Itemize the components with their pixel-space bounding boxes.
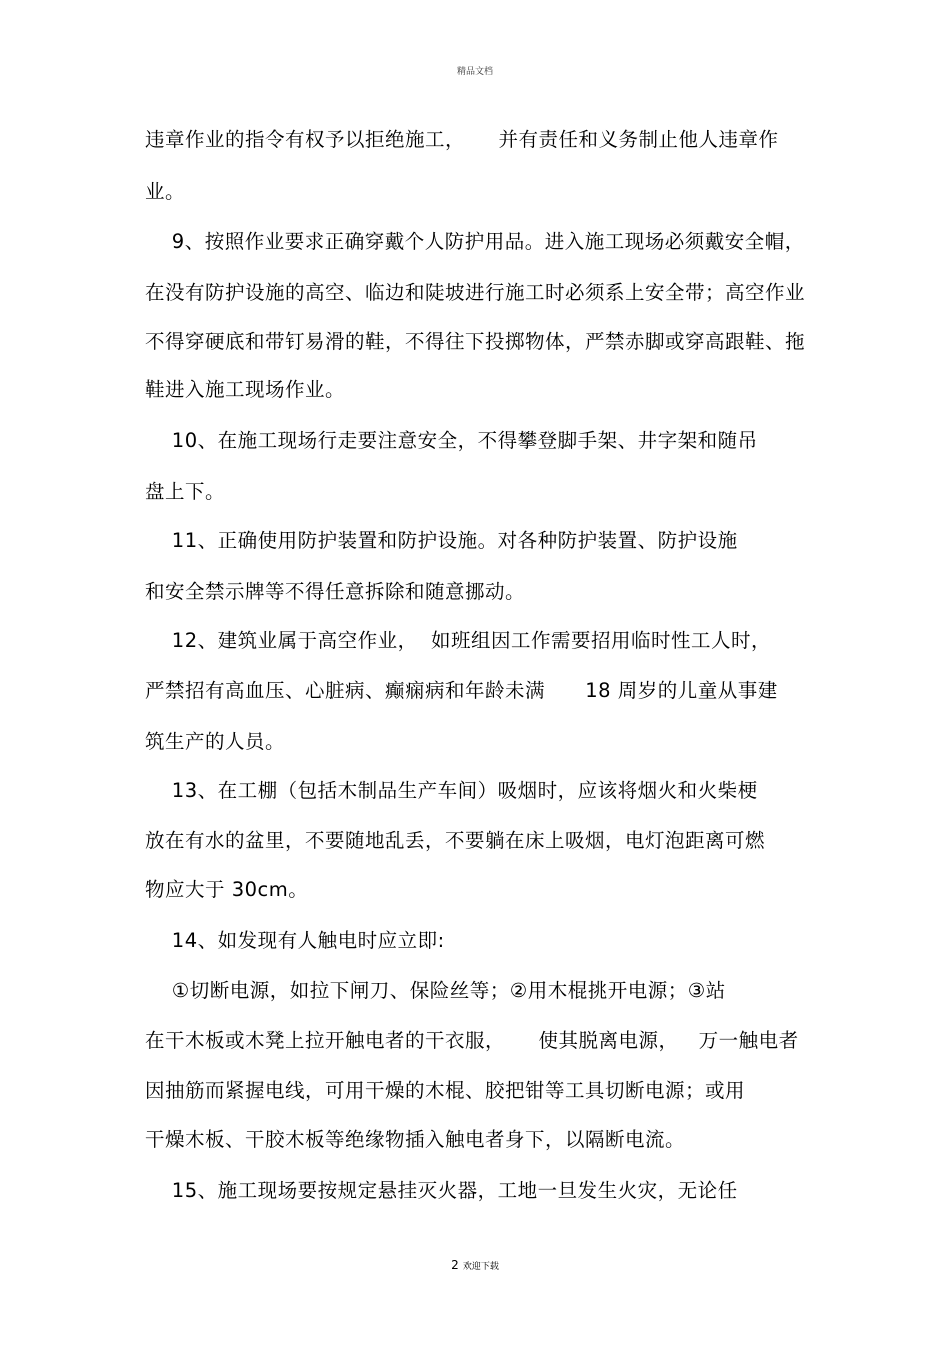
text-line: 14、如发现有人触电时应立即:: [145, 929, 445, 952]
text-line: 因抽筋而紧握电线，可用干燥的木棍、胶把钳等工具切断电源；或用: [145, 1079, 746, 1102]
text-line: 不得穿硬底和带钉易滑的鞋，不得往下投掷物体，严禁赤脚或穿高跟鞋、拖: [145, 330, 806, 353]
text-line: 11、正确使用防护装置和防护设施。对各种防护装置、防护设施: [145, 529, 738, 552]
text-line: 10、在施工现场行走要注意安全，不得攀登脚手架、井字架和随吊: [145, 429, 758, 452]
text-line: 12、建筑业属于高空作业， 如班组因工作需要招用临时性工人时，: [145, 629, 772, 652]
text-line: 鞋进入施工现场作业。: [145, 378, 346, 401]
text-line: 严禁招有高血压、心脏病、癫痫病和年龄未满 18 周岁的儿童从事建: [145, 679, 778, 702]
text-line: 9、按照作业要求正确穿戴个人防护用品。进入施工现场必须戴安全帽，: [145, 230, 805, 253]
text-line: 干燥木板、干胶木板等绝缘物插入触电者身下，以隔断电流。: [145, 1128, 686, 1151]
text-line: 违章作业的指令有权予以拒绝施工， 并有责任和义务制止他人违章作: [145, 128, 779, 151]
text-line: 在干木板或木凳上拉开触电者的干衣服， 使其脱离电源， 万一触电者: [145, 1029, 799, 1052]
footer-text: 欢迎下载: [462, 1262, 499, 1272]
text-line: 13、在工棚（包括木制品生产车间）吸烟时，应该将烟火和火柴梗: [145, 779, 758, 802]
page-header: 精品文档: [456, 67, 493, 77]
text-line: ①切断电源，如拉下闸刀、保险丝等；②用木棍挑开电源；③站: [145, 979, 726, 1002]
page-footer: [0, 1258, 950, 1272]
text-line: 在没有防护设施的高空、临边和陡坡进行施工时必须系上安全带；高空作业: [145, 281, 806, 304]
text-line: 15、施工现场要按规定悬挂灭火器，工地一旦发生火灾，无论任: [145, 1179, 738, 1202]
page-number: 2: [451, 1258, 459, 1272]
text-line: 盘上下。: [145, 480, 226, 503]
text-line: 业。: [145, 180, 186, 203]
text-line: 放在有水的盆里，不要随地乱丢，不要躺在床上吸烟，电灯泡距离可燃: [145, 829, 766, 852]
text-line: 筑生产的人员。: [145, 730, 286, 753]
text-line: 和安全禁示牌等不得任意拆除和随意挪动。: [145, 580, 526, 603]
text-line: 物应大于 30cm。: [145, 878, 309, 901]
